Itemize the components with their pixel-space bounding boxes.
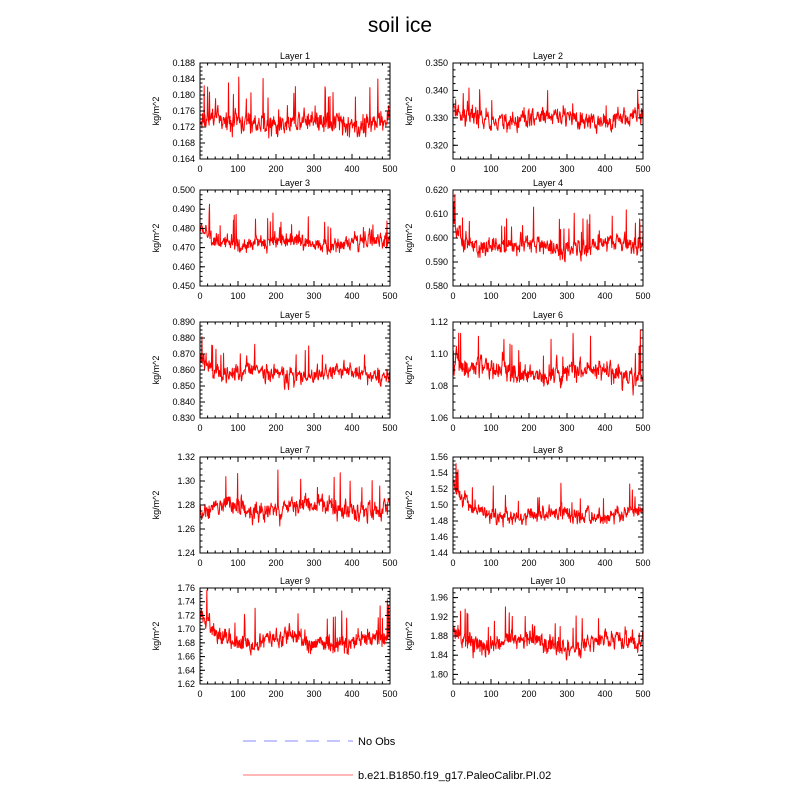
y-tick-label: 0.610 (425, 209, 448, 219)
panel-title: Layer 6 (532, 310, 564, 320)
x-tick-label: 200 (521, 558, 537, 568)
y-tick-label: 1.96 (430, 592, 448, 603)
x-tick-label: 300 (559, 291, 575, 301)
x-tick-label: 400 (344, 423, 360, 433)
x-tick-label: 400 (344, 291, 360, 301)
x-tick-label: 500 (382, 291, 398, 301)
x-tick-label: 200 (268, 689, 284, 699)
series-line (200, 77, 390, 138)
y-tick-label: 1.92 (430, 611, 448, 622)
x-tick-label: 100 (230, 689, 246, 699)
x-tick-label: 100 (483, 423, 499, 433)
series-line (453, 607, 643, 660)
panel-layer-7 (151, 445, 398, 568)
y-axis-label: kg/m^2 (151, 96, 161, 126)
x-tick-label: 500 (635, 558, 651, 568)
x-tick-label: 0 (197, 291, 203, 301)
y-tick-label: 1.24 (177, 548, 195, 558)
x-tick-label: 0 (450, 689, 456, 699)
y-tick-label: 0.320 (425, 140, 448, 151)
panel-title: Layer 8 (532, 445, 564, 455)
panel-layer-5 (151, 310, 398, 433)
y-tick-label: 1.62 (177, 679, 195, 689)
series-line (200, 590, 390, 655)
x-tick-label: 400 (597, 689, 613, 699)
panel-title: Layer 10 (530, 576, 566, 586)
panel-layer-2 (404, 51, 651, 174)
y-axis-label: kg/m^2 (151, 490, 161, 520)
x-tick-label: 0 (197, 423, 203, 433)
x-tick-label: 400 (344, 558, 360, 568)
plot-frame (453, 322, 643, 418)
y-tick-label: 0.860 (172, 365, 195, 375)
x-tick-label: 500 (635, 164, 651, 174)
y-tick-label: 1.48 (430, 516, 448, 526)
panel-title: Layer 5 (279, 310, 311, 320)
legend-label-no-obs: No Obs (358, 736, 396, 748)
x-tick-label: 500 (382, 423, 398, 433)
x-tick-label: 500 (635, 689, 651, 699)
x-tick-label: 300 (306, 558, 322, 568)
y-tick-label: 1.76 (177, 583, 195, 593)
y-tick-label: 0.168 (172, 138, 195, 148)
x-tick-label: 0 (197, 558, 203, 568)
x-tick-label: 100 (230, 423, 246, 433)
y-tick-label: 0.350 (425, 58, 448, 68)
y-tick-label: 0.850 (172, 381, 195, 391)
x-tick-label: 300 (559, 164, 575, 174)
series-line (453, 330, 643, 395)
y-tick-label: 0.480 (172, 223, 195, 234)
x-tick-label: 0 (450, 291, 456, 301)
y-axis-label: kg/m^2 (404, 355, 414, 385)
y-tick-label: 0.176 (172, 106, 195, 116)
x-tick-label: 300 (306, 164, 322, 174)
x-tick-label: 300 (559, 558, 575, 568)
y-tick-label: 0.600 (425, 233, 448, 243)
y-tick-label: 1.10 (430, 349, 448, 359)
x-tick-label: 200 (268, 164, 284, 174)
x-tick-label: 0 (197, 689, 203, 699)
x-tick-label: 0 (450, 558, 456, 568)
y-tick-label: 1.06 (430, 413, 448, 423)
x-tick-label: 200 (521, 689, 537, 699)
y-tick-label: 0.830 (172, 413, 195, 423)
plot-frame (453, 588, 643, 684)
x-tick-label: 500 (382, 164, 398, 174)
x-tick-label: 200 (268, 291, 284, 301)
x-tick-label: 300 (559, 689, 575, 699)
y-tick-label: 0.164 (172, 154, 195, 164)
y-axis-label: kg/m^2 (404, 223, 414, 253)
figure-title: soil ice (367, 14, 433, 37)
y-tick-label: 1.28 (177, 500, 195, 510)
panel-layer-9 (151, 576, 398, 699)
panel-title: Layer 9 (279, 576, 311, 586)
x-tick-label: 100 (483, 291, 499, 301)
y-tick-label: 1.46 (430, 532, 448, 542)
x-tick-label: 300 (306, 423, 322, 433)
x-tick-label: 300 (306, 291, 322, 301)
x-tick-label: 100 (230, 291, 246, 301)
series-line (453, 194, 643, 261)
x-tick-label: 400 (597, 423, 613, 433)
y-tick-label: 0.590 (425, 257, 448, 267)
y-tick-label: 1.80 (430, 669, 448, 680)
y-tick-label: 1.30 (177, 476, 195, 486)
y-tick-label: 1.70 (177, 624, 195, 635)
y-tick-label: 1.84 (430, 650, 448, 661)
y-tick-label: 1.32 (177, 452, 195, 462)
x-tick-label: 500 (382, 689, 398, 699)
x-tick-label: 200 (268, 558, 284, 568)
x-tick-label: 100 (483, 558, 499, 568)
panels (151, 51, 651, 699)
legend-label-run: b.e21.B1850.f19_g17.PaleoCalibr.PI.02 (358, 770, 552, 782)
x-tick-label: 500 (635, 423, 651, 433)
y-tick-label: 1.66 (177, 651, 195, 662)
x-tick-label: 400 (597, 558, 613, 568)
x-tick-label: 0 (450, 164, 456, 174)
series-line (453, 464, 643, 527)
y-tick-label: 0.450 (172, 281, 195, 291)
panel-title: Layer 2 (532, 51, 564, 61)
y-tick-label: 1.56 (430, 452, 448, 462)
y-tick-label: 0.184 (172, 74, 195, 84)
x-tick-label: 100 (483, 689, 499, 699)
x-tick-label: 100 (230, 164, 246, 174)
y-tick-label: 1.12 (430, 317, 448, 327)
y-tick-label: 0.180 (172, 90, 195, 100)
x-tick-label: 400 (344, 689, 360, 699)
x-tick-label: 500 (382, 558, 398, 568)
y-tick-label: 0.870 (172, 349, 195, 359)
x-tick-label: 200 (521, 423, 537, 433)
y-tick-label: 1.72 (177, 610, 195, 621)
panel-layer-10 (404, 576, 651, 699)
y-axis-label: kg/m^2 (404, 96, 414, 126)
x-tick-label: 400 (597, 291, 613, 301)
y-axis-label: kg/m^2 (151, 355, 161, 385)
panel-layer-4 (404, 178, 651, 301)
plot-frame (453, 457, 643, 553)
y-tick-label: 1.26 (177, 524, 195, 534)
x-tick-label: 400 (344, 164, 360, 174)
y-tick-label: 0.330 (425, 112, 448, 123)
y-axis-label: kg/m^2 (404, 621, 414, 651)
y-tick-label: 1.64 (177, 665, 195, 676)
panel-layer-3 (151, 178, 398, 301)
panel-title: Layer 1 (279, 51, 311, 61)
panel-title: Layer 3 (279, 178, 311, 188)
y-tick-label: 0.470 (172, 242, 195, 253)
y-tick-label: 0.500 (172, 185, 195, 195)
x-tick-label: 200 (521, 291, 537, 301)
y-axis-label: kg/m^2 (404, 490, 414, 520)
x-tick-label: 100 (230, 558, 246, 568)
y-tick-label: 1.44 (430, 548, 448, 558)
panel-title: Layer 4 (532, 178, 564, 188)
y-tick-label: 0.490 (172, 204, 195, 215)
y-tick-label: 1.08 (430, 381, 448, 391)
panel-layer-6 (404, 310, 651, 433)
y-tick-label: 0.880 (172, 333, 195, 343)
y-tick-label: 0.340 (425, 85, 448, 96)
y-tick-label: 0.580 (425, 281, 448, 291)
series-line (200, 470, 390, 526)
y-tick-label: 1.54 (430, 468, 448, 478)
x-tick-label: 500 (635, 291, 651, 301)
panel-layer-8 (404, 445, 651, 568)
y-axis-label: kg/m^2 (151, 223, 161, 253)
y-tick-label: 1.52 (430, 484, 448, 494)
panel-title: Layer 7 (279, 445, 311, 455)
series-line (453, 88, 643, 133)
legend (243, 736, 551, 782)
x-tick-label: 0 (450, 423, 456, 433)
y-tick-label: 0.188 (172, 58, 195, 68)
y-tick-label: 1.68 (177, 637, 195, 648)
y-tick-label: 0.620 (425, 185, 448, 195)
series-line (200, 337, 390, 390)
y-tick-label: 1.74 (177, 596, 195, 607)
x-tick-label: 0 (197, 164, 203, 174)
y-tick-label: 0.840 (172, 397, 195, 407)
x-tick-label: 100 (483, 164, 499, 174)
x-tick-label: 400 (597, 164, 613, 174)
x-tick-label: 200 (268, 423, 284, 433)
y-tick-label: 0.172 (172, 122, 195, 132)
x-tick-label: 300 (306, 689, 322, 699)
panel-layer-1 (151, 51, 398, 174)
y-tick-label: 0.460 (172, 261, 195, 272)
plot-frame (453, 190, 643, 286)
series-line (200, 204, 390, 254)
y-tick-label: 1.50 (430, 500, 448, 510)
y-tick-label: 0.890 (172, 317, 195, 327)
y-tick-label: 1.88 (430, 631, 448, 641)
x-tick-label: 200 (521, 164, 537, 174)
y-axis-label: kg/m^2 (151, 621, 161, 651)
x-tick-label: 300 (559, 423, 575, 433)
